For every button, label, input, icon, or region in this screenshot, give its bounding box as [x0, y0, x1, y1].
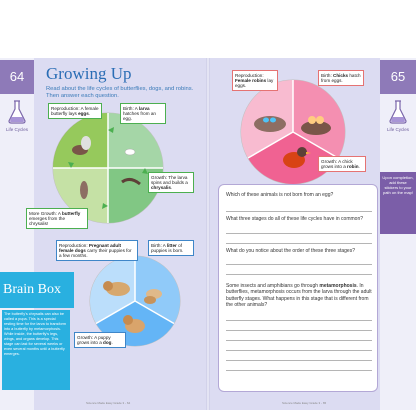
dog-caption-birth: Birth: A litter of puppies is born.	[148, 240, 194, 256]
dog-caption-reproduction: Reproduction: Pregnant adult female dogs carry their puppies for a few months.	[56, 240, 138, 261]
answer-line[interactable]	[226, 370, 372, 371]
flask-icon	[7, 100, 27, 124]
butterfly-caption-birth: Birth: A larva hatches from an egg.	[120, 103, 166, 124]
sticker-tip: Upon completion, add these stickers to your path on the map!	[380, 172, 416, 234]
answer-line[interactable]	[226, 274, 372, 275]
page-title: Growing Up	[46, 64, 132, 83]
robin-caption-reproduction: Reproduction: Female robins lay eggs.	[232, 70, 278, 91]
page-number-right: 65	[380, 60, 416, 94]
side-label-left: Life Cycles	[5, 127, 28, 132]
answer-line[interactable]	[226, 211, 372, 212]
answer-line[interactable]	[226, 360, 372, 361]
question-4: Some insects and amphibians go through metamorphosis. In butterflies, metamorphosis occurs from the larva through the adult butterfly stages. What happens in this stage that is different from the other animals?	[226, 283, 372, 308]
robin-caption-growth: Growth: A chick grows into a robin.	[318, 156, 366, 172]
dog-caption-growth: Growth: A puppy grows into a dog.	[74, 332, 126, 348]
flask-icon	[388, 100, 408, 124]
answer-line[interactable]	[226, 243, 372, 244]
answer-line[interactable]	[226, 330, 372, 331]
book-gutter	[206, 58, 210, 410]
question-3: What do you notice about the order of these three stages?	[226, 248, 355, 254]
answer-line[interactable]	[226, 264, 372, 265]
brain-box-title: Brain Box	[0, 272, 74, 308]
intro-text: Read about the life cycles of butterflies, dogs, and robins. Then answer each question.	[46, 86, 194, 100]
side-label-right: Life Cycles	[386, 127, 409, 132]
egg-illustration	[125, 149, 135, 155]
answer-line[interactable]	[226, 233, 372, 234]
chrysalis-illustration	[80, 181, 88, 199]
butterfly-caption-reproduction: Reproduction: A female butterfly lays eggs.	[48, 103, 102, 119]
footer-left: Science Made Easy Grade 3 - 64	[86, 401, 131, 405]
butterfly-caption-growth: Growth: The larva spins and builds a chrysalis.	[148, 172, 194, 193]
nest-with-eggs-illustration	[254, 116, 286, 132]
butterfly-caption-more-growth: More Growth: A butterfly emerges from the chrysalis!	[26, 208, 88, 229]
answer-line[interactable]	[226, 320, 372, 321]
page-number-left: 64	[0, 60, 34, 94]
footer-right: Science Made Easy Grade 3 - 65	[282, 401, 327, 405]
answer-line[interactable]	[226, 340, 372, 341]
robin-caption-birth: Birth: Chicks hatch from eggs.	[318, 70, 364, 86]
answer-line[interactable]	[226, 350, 372, 351]
question-2: What three stages do all of these life cycles have in common?	[226, 216, 364, 222]
question-1: Which of these animals is not born from an egg?	[226, 192, 334, 198]
brain-box-text: The butterfly's chrysalis can also be called a pupa. This is a special resting time for the larva to transform into a butterfly by metamorphosis. While inside, the butterfly's legs, wings, and organs develop. This stage can last for several weeks or even several months until a butterfly emerges.	[2, 310, 70, 390]
